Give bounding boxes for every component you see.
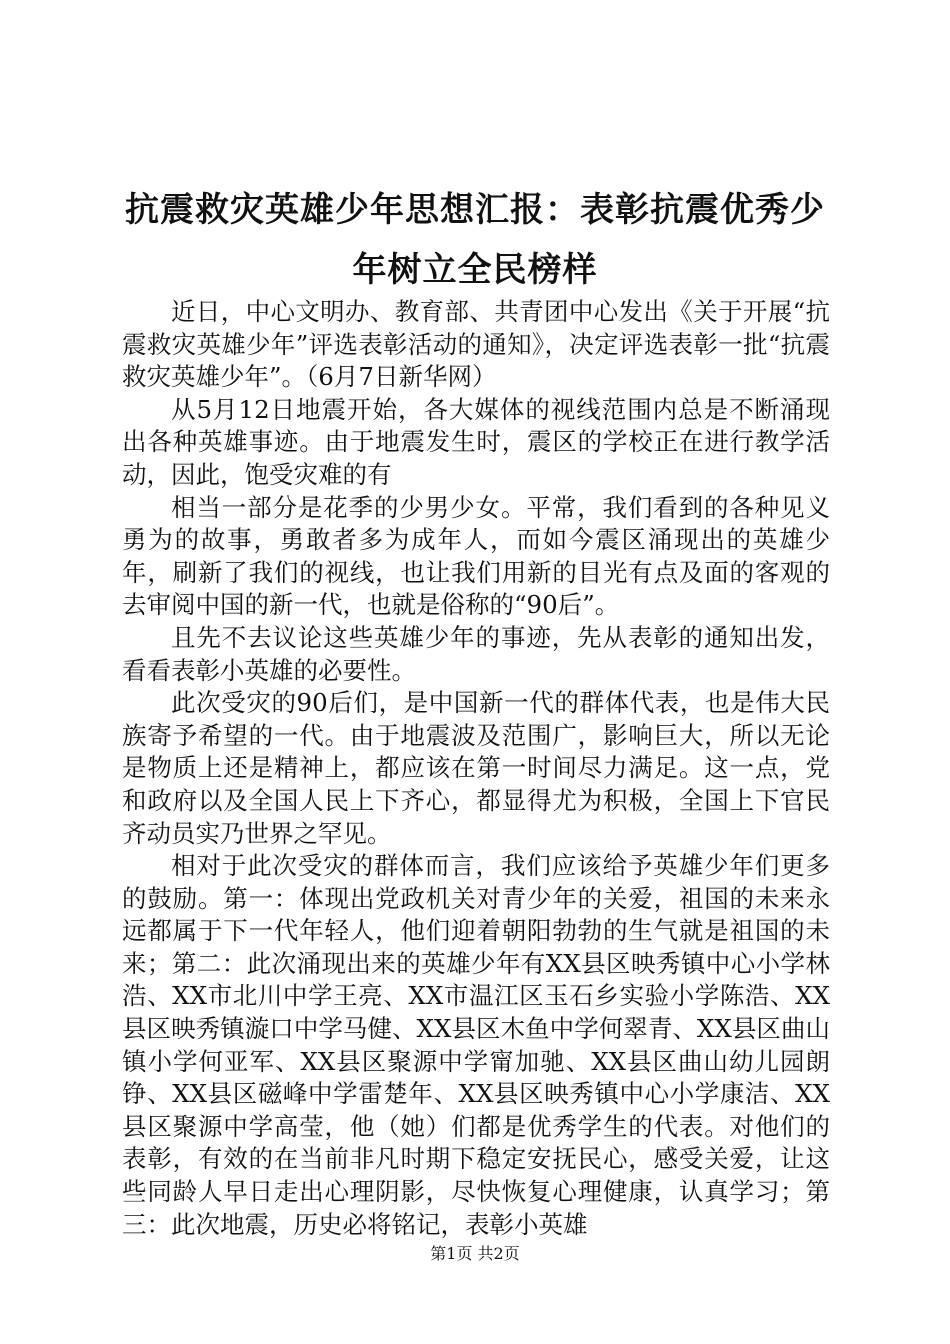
document-title: 抗震救灾英雄少年思想汇报：表彰抗震优秀少年树立全民榜样 [125, 190, 825, 290]
paragraph: 相当一部分是花季的少男少女。平常，我们看到的各种见义勇为的故事，勇敢者多为成年人，而如今震区涌现出的英雄少年，刷新了我们的视线，也让我们用新的目光有点及面的客观的去审阅中国的新一代，也就是俗称的“90后”。 [122, 492, 830, 620]
paragraph: 近日，中心文明办、教育部、共青团中心发出《关于开展“抗震救灾英雄少年”评选表彰活动的通知》，决定评选表彰一批“抗震救灾英雄少年”。（6月7日新华网） [122, 297, 830, 392]
paragraph: 且先不去议论这些英雄少年的事迹，先从表彰的通知出发，看看表彰小英雄的必要性。 [122, 622, 830, 685]
paragraph: 相对于此次受灾的群体而言，我们应该给予英雄少年们更多的鼓励。第一：体现出党政机关对青少年的关爱，祖国的未来永远都属于下一代年轻人，他们迎着朝阳勃勃的生气就是祖国的未来；第二：此次涌现出来的英雄少年有XX县区映秀镇中心小学林浩、XX市北川中学王亮、XX市温江区玉石乡实验小学陈浩、XX县区映秀镇漩口中学马健、XX县区木鱼中学何翠青、XX县区曲山镇小学何亚军、XX县区聚源中学甯加驰、XX县区曲山幼儿园朗铮、XX县区磁峰中学雷楚年、XX县区映秀镇中心小学康洁、XX县区聚源中学高莹，他（她）们都是优秀学生的代表。对他们的表彰，有效的在当前非凡时期下稳定安抚民心，感受关爱，让这些同龄人早日走出心理阴影，尽快恢复心理健康，认真学习；第三：此次地震，历史必将铭记，表彰小英雄 [122, 851, 830, 1239]
page-number-footer: 第1页 共2页 [430, 1244, 520, 1263]
document-body [122, 296, 830, 1241]
paragraph: 此次受灾的90后们，是中国新一代的群体代表，也是伟大民族寄予希望的一代。由于地震波及范围广，影响巨大，所以无论是物质上还是精神上，都应该在第一时间尽力满足。这一点，党和政府以及全国人民上下齐心，都显得尤为积极，全国上下官民齐动员实乃世界之罕见。 [122, 688, 830, 848]
paragraph: 从5月12日地震开始，各大媒体的视线范围内总是不断涌现出各种英雄事迹。由于地震发生时，震区的学校正在进行教学活动，因此，饱受灾难的有 [122, 394, 830, 489]
